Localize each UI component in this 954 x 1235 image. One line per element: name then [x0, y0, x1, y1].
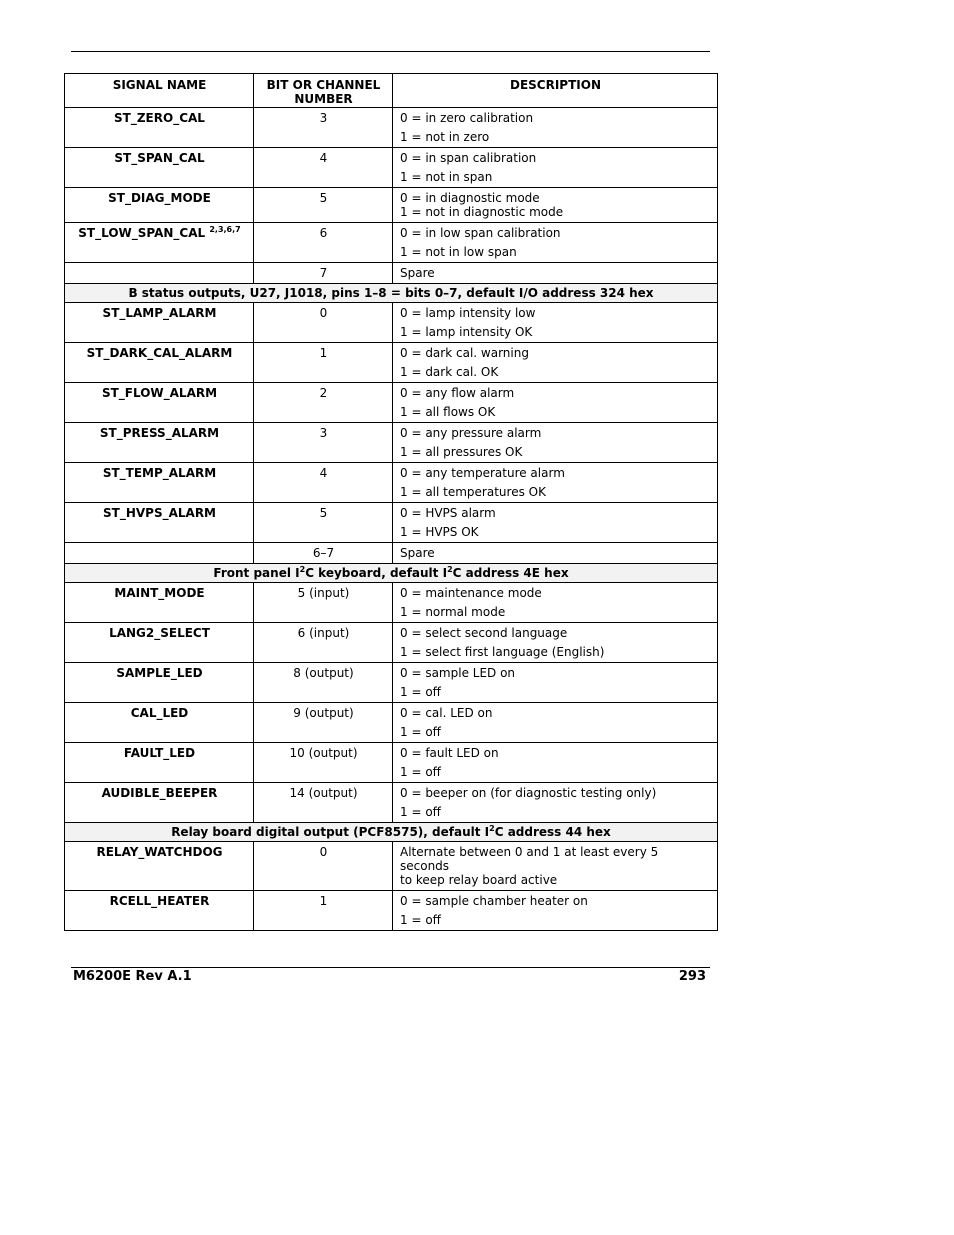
bit-channel-number: 5: [254, 503, 393, 543]
signal-name: MAINT_MODE: [65, 583, 254, 623]
table-row: [65, 423, 718, 463]
description-line: 0 = lamp intensity low: [400, 306, 536, 320]
section-row-relay: [65, 823, 718, 842]
table-header-row: [65, 74, 718, 108]
table-group-a-status: [65, 108, 718, 284]
header-description: DESCRIPTION: [393, 74, 718, 108]
bit-channel-number: 2: [254, 383, 393, 423]
description-line: 0 = maintenance mode: [400, 586, 542, 600]
bit-channel-number: 1: [254, 891, 393, 931]
bit-channel-number: 9 (output): [254, 703, 393, 743]
signal-name: FAULT_LED: [65, 743, 254, 783]
signal-name: AUDIBLE_BEEPER: [65, 783, 254, 823]
signal-table: [64, 73, 718, 931]
signal-description: [393, 583, 718, 623]
description-line: 1 = not in span: [400, 170, 493, 184]
description-line: 1 = dark cal. OK: [400, 365, 499, 379]
description-line: 0 = cal. LED on: [400, 706, 493, 720]
description-line: 1 = all temperatures OK: [400, 485, 546, 499]
signal-name: ST_ZERO_CAL: [65, 108, 254, 148]
description-line: 0 = beeper on (for diagnostic testing only): [400, 786, 657, 800]
bit-channel-number: 1: [254, 343, 393, 383]
header-bit-line1: BIT OR CHANNEL: [266, 78, 381, 92]
table-row: [65, 663, 718, 703]
table-row: [65, 463, 718, 503]
description-line: 1 = select first language (English): [400, 645, 605, 659]
description-line: 0 = HVPS alarm: [400, 506, 496, 520]
bit-channel-number: 6–7: [254, 543, 393, 564]
description-line: 1 = all flows OK: [400, 405, 496, 419]
description-line: 1 = normal mode: [400, 605, 506, 619]
signal-name: LANG2_SELECT: [65, 623, 254, 663]
description-line: 1 = all pressures OK: [400, 445, 523, 459]
bit-channel-number: 3: [254, 423, 393, 463]
table-group-front-panel: [65, 583, 718, 823]
description-line: 1 = off: [400, 913, 441, 927]
table-row: [65, 343, 718, 383]
signal-description: [393, 303, 718, 343]
signal-description: [393, 108, 718, 148]
signal-description: [393, 663, 718, 703]
description-line: Spare: [400, 266, 435, 280]
description-line: 0 = in diagnostic mode: [400, 191, 540, 205]
description-line: 1 = off: [400, 765, 441, 779]
signal-name: ST_DARK_CAL_ALARM: [65, 343, 254, 383]
bit-channel-number: 10 (output): [254, 743, 393, 783]
bit-channel-number: 5: [254, 188, 393, 223]
signal-name: [65, 543, 254, 564]
description-line: Spare: [400, 546, 435, 560]
description-line: 1 = off: [400, 805, 441, 819]
bottom-rule: [71, 967, 710, 968]
table-row: [65, 583, 718, 623]
signal-description: [393, 783, 718, 823]
bit-channel-number: 3: [254, 108, 393, 148]
signal-name: CAL_LED: [65, 703, 254, 743]
table-row: [65, 148, 718, 188]
signal-name: ST_SPAN_CAL: [65, 148, 254, 188]
table-section-front-panel: [65, 564, 718, 583]
signal-description: [393, 383, 718, 423]
description-line: Alternate between 0 and 1 at least every 5 seconds: [400, 845, 659, 873]
table-row: [65, 108, 718, 148]
table-row: [65, 891, 718, 931]
header-bit-line2: NUMBER: [294, 92, 353, 106]
signal-description: [393, 223, 718, 263]
table-row: [65, 383, 718, 423]
signal-name: [65, 263, 254, 284]
bit-channel-number: 0: [254, 303, 393, 343]
description-line: 0 = sample chamber heater on: [400, 894, 588, 908]
table-section-relay: [65, 823, 718, 842]
table-row: [65, 223, 718, 263]
signal-name: RELAY_WATCHDOG: [65, 842, 254, 891]
description-line: 0 = sample LED on: [400, 666, 516, 680]
signal-name: ST_PRESS_ALARM: [65, 423, 254, 463]
description-line: 0 = in span calibration: [400, 151, 537, 165]
bit-channel-number: 5 (input): [254, 583, 393, 623]
description-line: to keep relay board active: [400, 873, 558, 887]
signal-description: [393, 703, 718, 743]
table-row: [65, 703, 718, 743]
bit-channel-number: 6: [254, 223, 393, 263]
bit-channel-number: 14 (output): [254, 783, 393, 823]
top-rule: [71, 51, 710, 52]
description-line: 0 = in zero calibration: [400, 111, 534, 125]
footer-doc-revision: M6200E Rev A.1: [73, 969, 192, 984]
header-bit-channel: [254, 74, 393, 108]
section-relay-title: Relay board digital output (PCF8575), default $I^2C$ address 44 hex: [65, 823, 718, 842]
table-row: [65, 188, 718, 223]
header-signal-name: SIGNAL NAME: [65, 74, 254, 108]
bit-channel-number: 0: [254, 842, 393, 891]
description-line: 0 = any temperature alarm: [400, 466, 565, 480]
bit-channel-number: 8 (output): [254, 663, 393, 703]
signal-name: RCELL_HEATER: [65, 891, 254, 931]
signal-description: [393, 423, 718, 463]
signal-description: [393, 343, 718, 383]
signal-description: [393, 543, 718, 564]
table-row: [65, 543, 718, 564]
description-line: 0 = select second language: [400, 626, 568, 640]
signal-description: [393, 148, 718, 188]
description-line: 1 = off: [400, 725, 441, 739]
section-front-panel-title: Front panel $I^2C$ keyboard, default $I^2C$ address 4E hex: [65, 564, 718, 583]
footnote-ref: 2,3,6,7: [209, 225, 241, 234]
description-line: 1 = not in diagnostic mode: [400, 205, 564, 219]
table-row: [65, 503, 718, 543]
signal-description: [393, 743, 718, 783]
signal-name: ST_HVPS_ALARM: [65, 503, 254, 543]
signal-name: SAMPLE_LED: [65, 663, 254, 703]
table-row: [65, 842, 718, 891]
section-row-b-status: [65, 284, 718, 303]
signal-description: [393, 623, 718, 663]
signal-name: ST_LOW_SPAN_CAL $^{2,3,6,7}$: [65, 223, 254, 263]
description-line: 0 = any pressure alarm: [400, 426, 542, 440]
table-row: [65, 743, 718, 783]
signal-description: [393, 891, 718, 931]
table-group-b-status: [65, 303, 718, 564]
bit-channel-number: 6 (input): [254, 623, 393, 663]
signal-description: [393, 842, 718, 891]
bit-channel-number: 7: [254, 263, 393, 284]
bit-channel-number: 4: [254, 463, 393, 503]
signal-description: [393, 463, 718, 503]
description-line: 0 = in low span calibration: [400, 226, 561, 240]
description-line: 1 = not in low span: [400, 245, 517, 259]
footer-page-number: 293: [678, 969, 706, 984]
signal-description: [393, 263, 718, 284]
signal-name: ST_DIAG_MODE: [65, 188, 254, 223]
section-b-title: B status outputs, U27, J1018, pins 1–8 = bits 0–7, default I/O address 324 hex: [65, 284, 718, 303]
table-row: [65, 783, 718, 823]
signal-name: ST_LAMP_ALARM: [65, 303, 254, 343]
table-row: [65, 303, 718, 343]
description-line: 0 = any flow alarm: [400, 386, 515, 400]
description-line: 1 = not in zero: [400, 130, 490, 144]
table-row: [65, 623, 718, 663]
section-row-front-panel: [65, 564, 718, 583]
description-line: 1 = off: [400, 685, 441, 699]
signal-name: ST_TEMP_ALARM: [65, 463, 254, 503]
table-section-b: [65, 284, 718, 303]
signal-name: ST_FLOW_ALARM: [65, 383, 254, 423]
signal-description: [393, 188, 718, 223]
description-line: 0 = fault LED on: [400, 746, 499, 760]
bit-channel-number: 4: [254, 148, 393, 188]
description-line: 0 = dark cal. warning: [400, 346, 529, 360]
table-row: [65, 263, 718, 284]
signal-description: [393, 503, 718, 543]
description-line: 1 = lamp intensity OK: [400, 325, 533, 339]
description-line: 1 = HVPS OK: [400, 525, 479, 539]
table-group-relay: [65, 842, 718, 931]
